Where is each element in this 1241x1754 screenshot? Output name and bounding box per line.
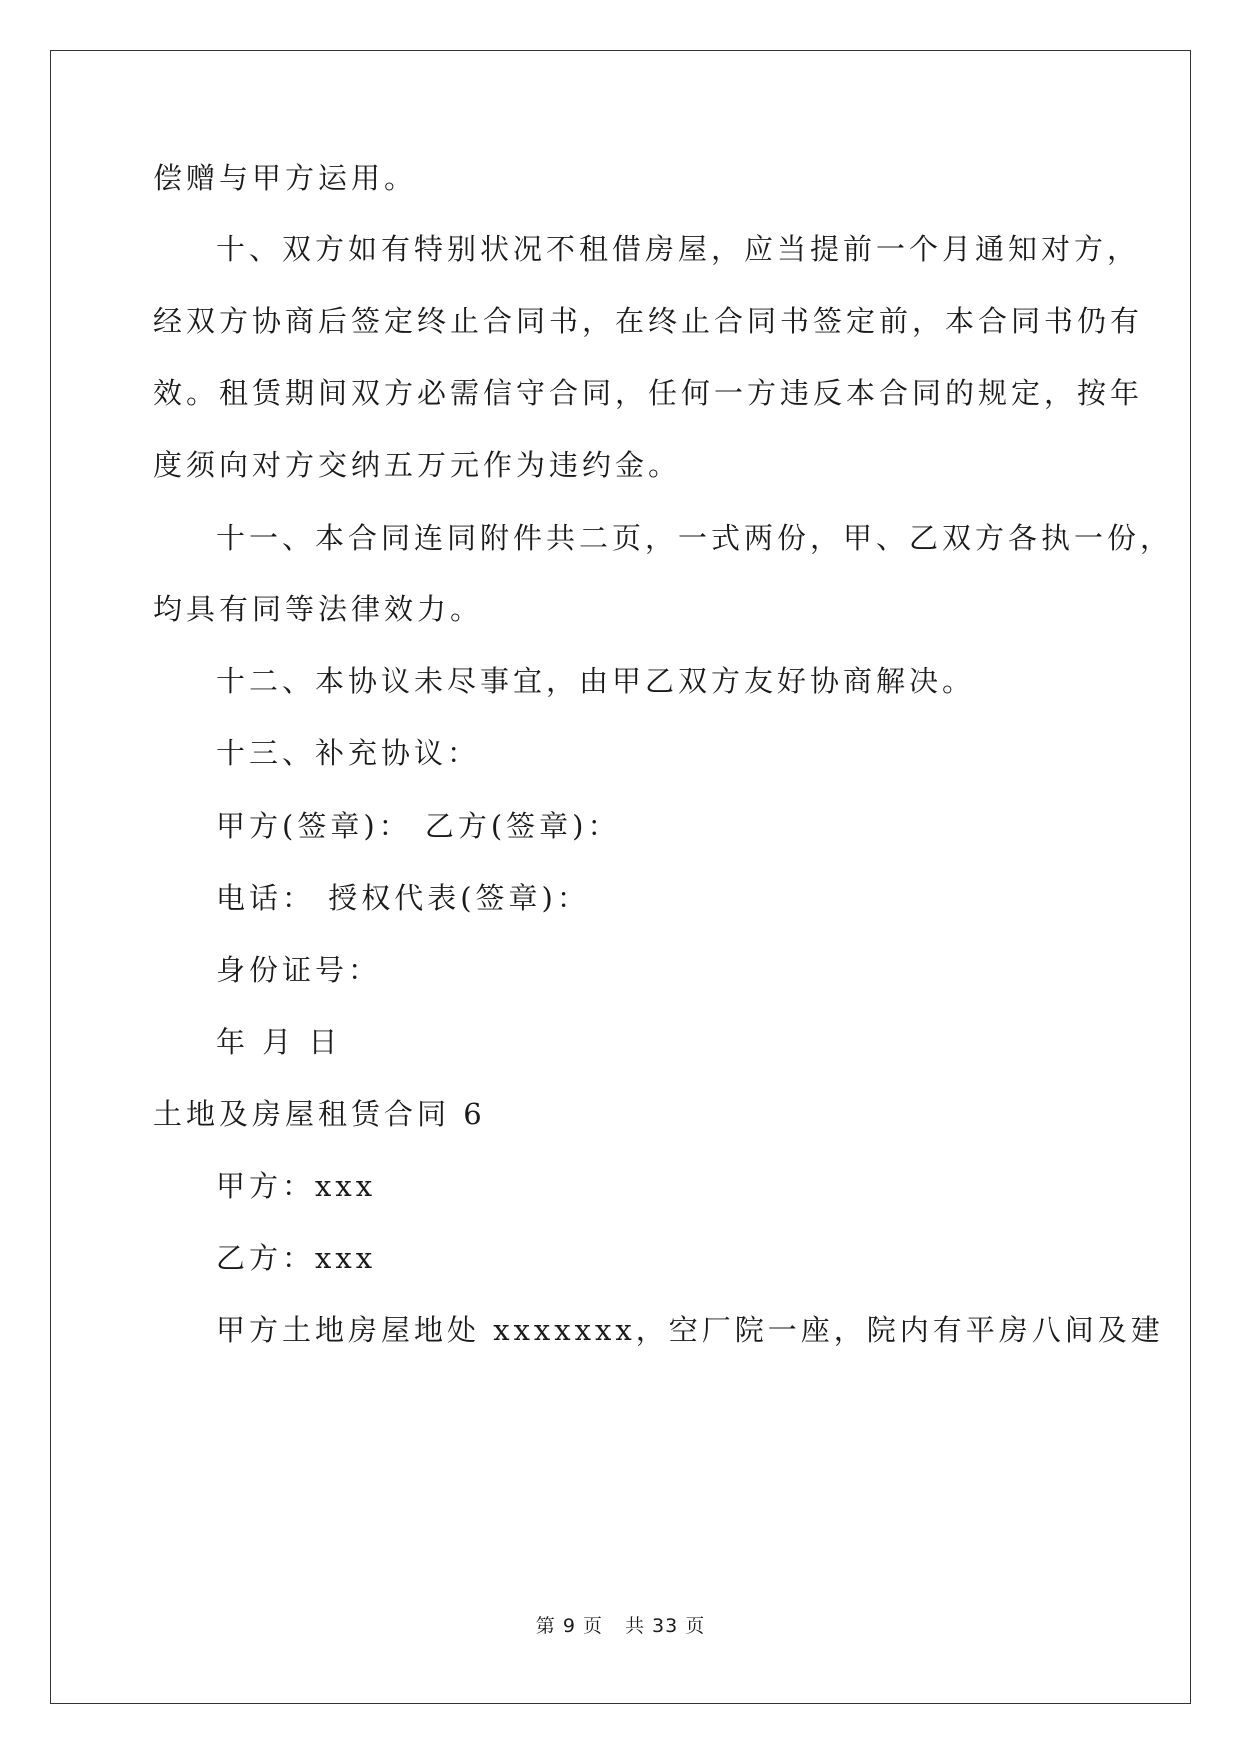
clause-13: 十三、补充协议： (216, 736, 481, 770)
section-title: 土地及房屋租赁合同 6 (153, 1097, 486, 1131)
text-line-1: 偿赠与甲方运用。 (153, 161, 418, 195)
clause-11-line-2: 均具有同等法律效力。 (153, 592, 484, 626)
page-number: 第 9 页 (535, 1615, 603, 1637)
signature-phone: 电话： 授权代表(签章)： (216, 881, 590, 915)
party-a: 甲方：xxx (216, 1169, 377, 1203)
signature-date: 年 月 日 (216, 1025, 342, 1059)
signature-id-number: 身份证号： (216, 953, 382, 987)
clause-10-line-3: 效。租赁期间双方必需信守合同，任何一方违反本合同的规定，按年 (153, 376, 1144, 410)
party-b: 乙方：xxx (216, 1241, 377, 1275)
clause-10-line-2: 经双方协商后签定终止合同书，在终止合同书签定前，本合同书仍有 (153, 304, 1144, 338)
page-frame (50, 50, 1191, 1704)
clause-10-line-4: 度须向对方交纳五万元作为违约金。 (153, 448, 682, 482)
clause-10-line-1: 十、双方如有特别状况不租借房屋，应当提前一个月通知对方， (216, 232, 1141, 266)
page-footer (0, 1612, 1241, 1640)
signature-parties: 甲方(签章)： 乙方(签章)： (216, 809, 621, 843)
page-total: 共 33 页 (624, 1615, 706, 1637)
clause-12: 十二、本协议未尽事宜，由甲乙双方友好协商解决。 (216, 664, 976, 698)
clause-11-line-1: 十一、本合同连同附件共二页，一式两份，甲、乙双方各执一份， (216, 521, 1174, 555)
property-description: 甲方土地房屋地处 xxxxxxx，空厂院一座，院内有平房八间及建 (216, 1313, 1164, 1347)
